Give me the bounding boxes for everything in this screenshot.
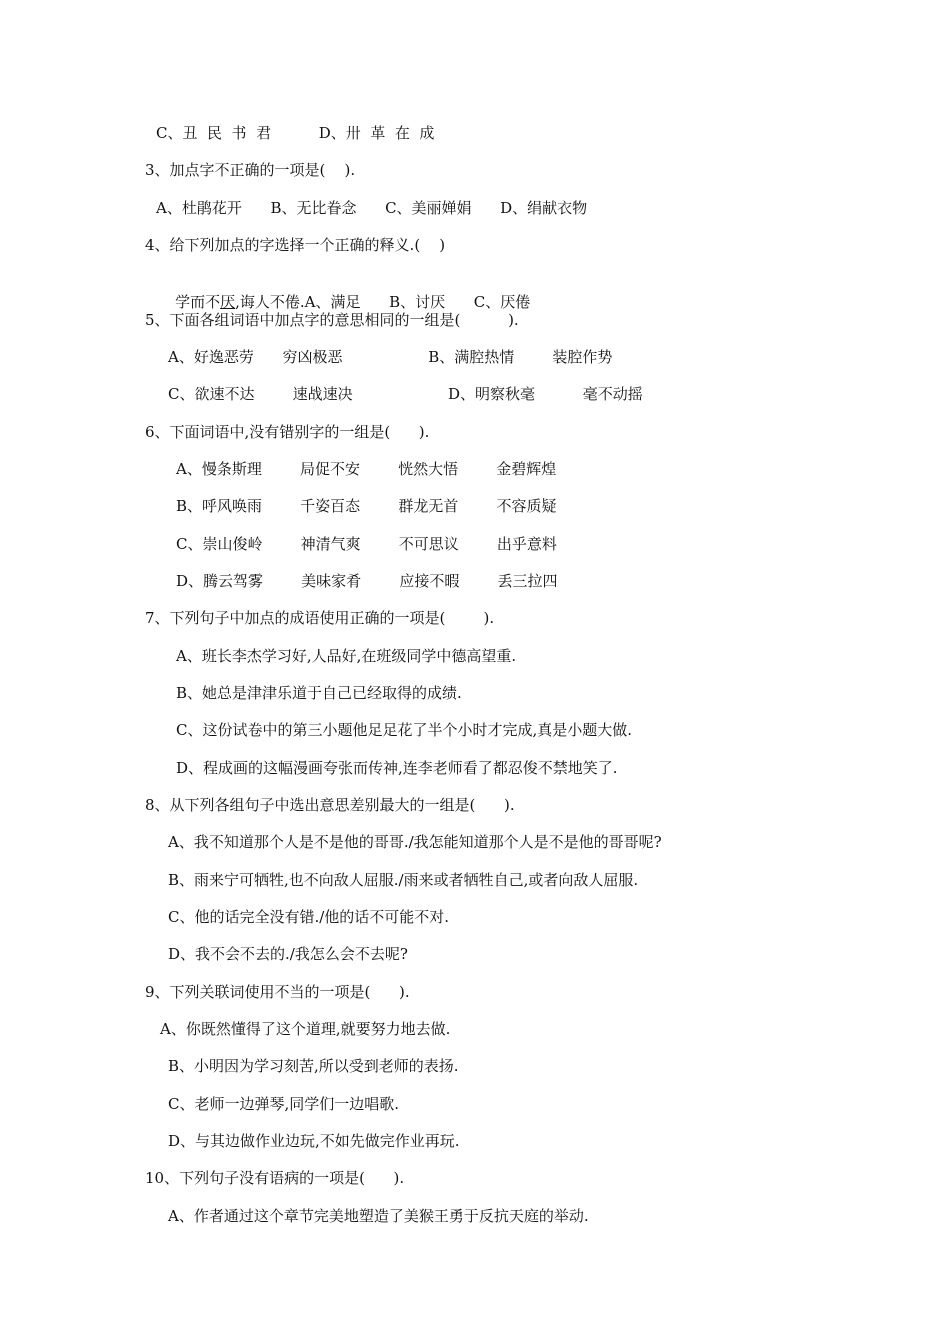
q7-option-d: D、程成画的这幅漫画夸张而传神,连李老师看了都忍俊不禁地笑了. [176,759,618,777]
q9-option-c: C、老师一边弹琴,同学们一边唱歌. [168,1095,400,1113]
q7-option-b: B、她总是津津乐道于自己已经取得的成绩. [176,684,462,702]
q5-stem: 5、下面各组词语中加点字的意思相同的一组是( ). [145,311,519,329]
q4-sentence-rest: ,诲人不倦.A、满足 B、讨厌 C、厌倦 [235,293,531,311]
q9-option-a: A、你既然懂得了这个道理,就要努力地去做. [160,1020,451,1038]
q6-option-d: D、腾云驾雾 美味家肴 应接不暇 丢三拉四 [176,572,558,590]
q5-options-ab: A、好逸恶劳 穷凶极恶 B、满腔热情 装腔作势 [168,348,613,366]
q5-options-cd: C、欲速不达 速战速决 D、明察秋毫 毫不动摇 [168,385,643,403]
q8-option-c: C、他的话完全没有错./他的话不可能不对. [168,908,450,926]
q9-option-b: B、小明因为学习刻苦,所以受到老师的表扬. [168,1057,459,1075]
q4-dotted-char: 厌 [220,293,236,311]
q3-stem: 3、加点字不正确的一项是( ). [145,161,356,179]
q6-option-a: A、慢条斯理 局促不安 恍然大悟 金碧辉煌 [176,460,557,478]
q8-stem: 8、从下列各组句子中选出意思差别最大的一组是( ). [145,796,515,814]
q6-stem: 6、下面词语中,没有错别字的一组是( ). [145,423,430,441]
q4-sentence-start: 学而不 [175,293,221,311]
q10-option-a: A、作者通过这个章节完美地塑造了美猴王勇于反抗天庭的举动. [168,1207,589,1225]
q7-option-a: A、班长李杰学习好,人品好,在班级同学中德高望重. [176,647,517,665]
q9-stem: 9、下列关联词使用不当的一项是( ). [145,983,410,1001]
q6-option-c: C、崇山俊岭 神清气爽 不可思议 出乎意料 [176,535,557,553]
q3-options: A、杜鹃花开 B、无比眷念 C、美丽婵娟 D、绢献衣物 [156,199,588,217]
q2-option-c-d: C、丑 民 书 君 D、卅 革 在 成 [156,124,435,142]
q10-stem: 10、下列句子没有语病的一项是( ). [145,1169,405,1187]
q4-stem: 4、给下列加点的字选择一个正确的释义.( ) [145,236,446,254]
q7-stem: 7、下列句子中加点的成语使用正确的一项是( ). [145,609,495,627]
q6-option-b: B、呼风唤雨 千姿百态 群龙无首 不容质疑 [176,497,557,515]
q8-option-b: B、雨来宁可牺牲,也不向敌人屈服./雨来或者牺牲自己,或者向敌人屈服. [168,871,639,889]
q7-option-c: C、这份试卷中的第三小题他足足花了半个小时才完成,真是小题大做. [176,721,633,739]
q9-option-d: D、与其边做作业边玩,不如先做完作业再玩. [168,1132,460,1150]
q8-option-d: D、我不会不去的./我怎么会不去呢? [168,945,408,963]
q8-option-a: A、我不知道那个人是不是他的哥哥./我怎能知道那个人是不是他的哥哥呢? [168,833,662,851]
